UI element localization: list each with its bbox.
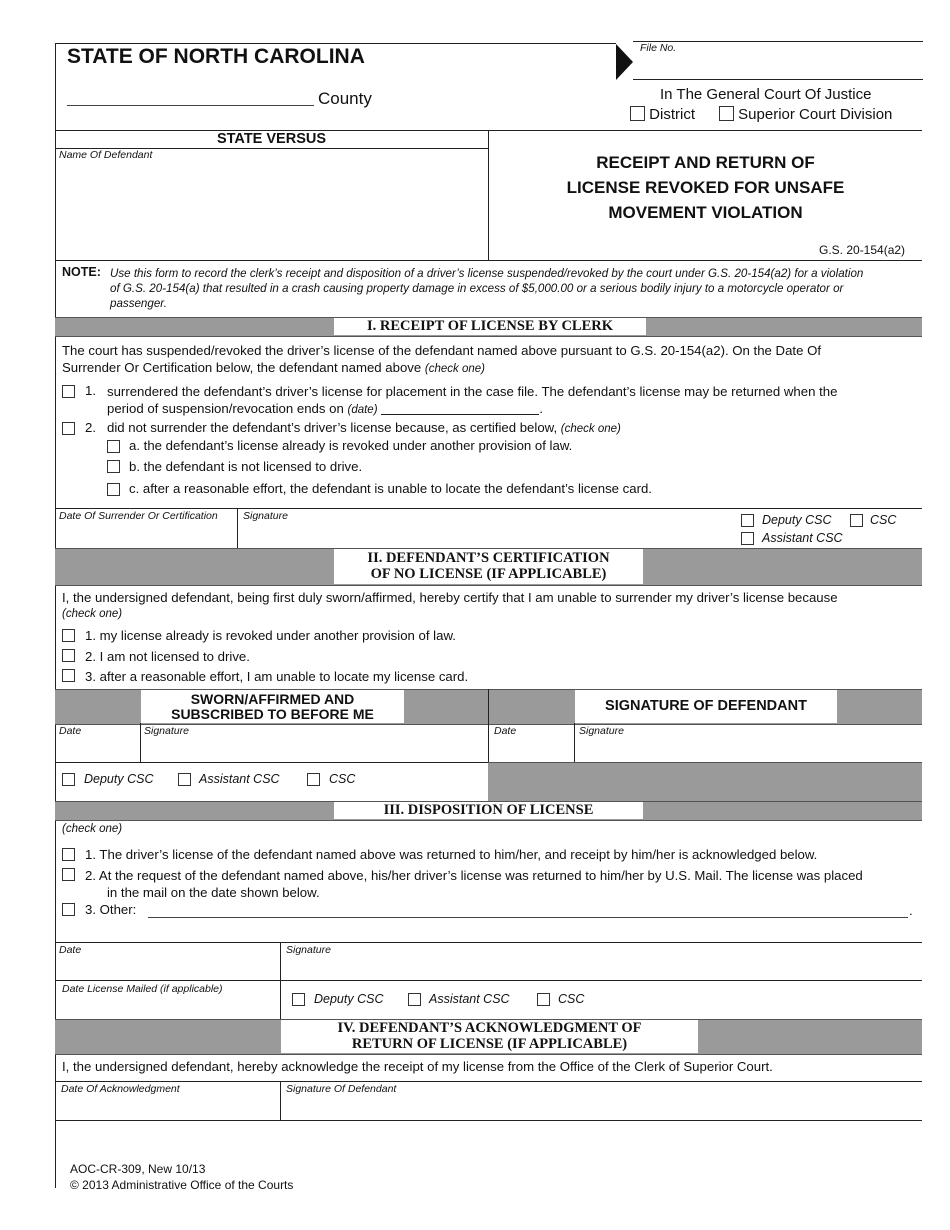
note-text xyxy=(110,266,925,311)
s3-deputy-csc-label: Deputy CSC xyxy=(314,992,384,1006)
s3-opt3-checkbox[interactable] xyxy=(62,903,75,916)
s1-sig-divider xyxy=(237,508,238,548)
section2-intro-line1: I, the undersigned defendant, being first duly sworn/affirmed, hereby certify that I am unable to surrender my driver’s license because xyxy=(62,590,838,605)
s1-opt2-text xyxy=(107,420,621,435)
left-border xyxy=(55,43,56,1188)
s2-opt2-checkbox[interactable] xyxy=(62,649,75,662)
s2-opt2-text: 2. I am not licensed to drive. xyxy=(85,649,250,664)
s1-date-label: Date Of Surrender Or Certification xyxy=(59,510,218,522)
s1-deputy-csc-label: Deputy CSC xyxy=(762,513,832,527)
form-number: AOC-CR-309, New 10/13 xyxy=(70,1162,206,1176)
s4-date-field[interactable] xyxy=(57,1097,278,1118)
section1-intro-line1: The court has suspended/revoked the driver’s license of the defendant named above pursuant to G.S. 20-154(a2). On the Date Of xyxy=(62,343,821,358)
section1-intro-line2: Surrender Or Certification below, the defendant named above xyxy=(62,360,422,375)
section2-title-line1: II. DEFENDANT’S CERTIFICATION xyxy=(367,550,610,566)
footer xyxy=(70,1161,293,1193)
s1-opt2b-checkbox[interactable] xyxy=(107,460,120,473)
s4-date-label: Date Of Acknowledgment xyxy=(61,1083,180,1095)
file-no-field[interactable] xyxy=(616,56,922,78)
s3-mid-line xyxy=(55,980,922,981)
s1-assistant-csc-label: Assistant CSC xyxy=(762,531,843,545)
s2-opt1-text: 1. my license already is revoked under another provision of law. xyxy=(85,628,456,643)
statute-ref: G.S. 20-154(a2) xyxy=(819,243,906,257)
section4-title-line2: RETURN OF LICENSE (IF APPLICABLE) xyxy=(351,1036,628,1052)
s3-opt2-line2: in the mail on the date shown below. xyxy=(107,885,320,900)
s1-sig-top-line xyxy=(55,508,922,509)
s1-opt1-text: surrendered the defendant’s driver’s license for placement in the case file. The defendant’s license may be returned when the period of suspension/revocation ends on (date) . xyxy=(107,383,922,419)
s1-deputy-csc-checkbox[interactable] xyxy=(741,514,754,527)
s1-opt1-checkbox[interactable] xyxy=(62,385,75,398)
s3-signature-label: Signature xyxy=(286,944,331,956)
top-border xyxy=(55,43,616,44)
s3-csc-checkbox[interactable] xyxy=(537,993,550,1006)
s3-opt3-text: 3. Other: xyxy=(85,902,137,917)
s2-right-divider xyxy=(574,723,575,763)
s3-deputy-csc-checkbox[interactable] xyxy=(292,993,305,1006)
form-title-line2: LICENSE REVOKED FOR UNSAFE xyxy=(566,178,845,197)
s3-other-period: . xyxy=(909,903,913,918)
form-title-line3: MOVEMENT VIOLATION xyxy=(608,203,803,222)
s2-csc-label: CSC xyxy=(329,772,356,786)
superior-option[interactable] xyxy=(719,106,892,123)
note-label: NOTE: xyxy=(62,265,101,279)
s1-assistant-csc-checkbox[interactable] xyxy=(741,532,754,545)
s1-opt2c-checkbox[interactable] xyxy=(107,483,120,496)
district-checkbox[interactable] xyxy=(630,106,645,121)
sworn-title-line2: SUBSCRIBED TO BEFORE ME xyxy=(171,706,374,722)
form-title xyxy=(489,150,922,225)
s1-csc-label: CSC xyxy=(870,513,897,527)
s3-assistant-csc-checkbox[interactable] xyxy=(408,993,421,1006)
s4-sig-bottom-line xyxy=(55,1120,922,1121)
s1-signature-label: Signature xyxy=(243,510,288,522)
s2-deputy-csc-label: Deputy CSC xyxy=(84,772,154,786)
s4-signature-label: Signature Of Defendant xyxy=(286,1083,397,1095)
s3-mailed-label: Date License Mailed (if applicable) xyxy=(62,983,223,995)
s1-opt2b-text: b. the defendant is not licensed to drive. xyxy=(129,459,363,474)
section2-title-line2: OF NO LICENSE (IF APPLICABLE) xyxy=(370,566,607,582)
s1-opt1-date-hint: (date) xyxy=(347,404,378,416)
section3-title: III. DISPOSITION OF LICENSE xyxy=(334,802,643,819)
state-title: STATE OF NORTH CAROLINA xyxy=(67,45,365,68)
s1-opt1-line1: surrendered the defendant’s driver’s license for placement in the case file. The defendant’s license may be returned when the xyxy=(107,384,838,399)
section1-check-one: (check one) xyxy=(424,363,485,375)
s2-opt1-checkbox[interactable] xyxy=(62,629,75,642)
file-no-bottom-line xyxy=(633,79,923,80)
s2-date-label2: Date xyxy=(494,725,517,737)
s1-opt2a-text: a. the defendant’s license already is revoked under another provision of law. xyxy=(129,438,573,453)
s3-assistant-csc-label: Assistant CSC xyxy=(429,992,510,1006)
section1-title: I. RECEIPT OF LICENSE BY CLERK xyxy=(334,318,646,335)
s3-opt2-text xyxy=(85,867,863,901)
sig-defendant-title: SIGNATURE OF DEFENDANT xyxy=(575,690,837,723)
s2-notary-signature-field[interactable] xyxy=(142,738,486,760)
s1-opt2-checkbox[interactable] xyxy=(62,422,75,435)
name-of-defendant-label: Name Of Defendant xyxy=(59,149,153,161)
s3-opt2-checkbox[interactable] xyxy=(62,868,75,881)
copyright: © 2013 Administrative Office of the Courts xyxy=(70,1178,294,1192)
s2-left-divider xyxy=(140,723,141,763)
s1-opt2-check-one: (check one) xyxy=(560,423,621,435)
s4-sig-top-line xyxy=(55,1081,922,1082)
s2-deputy-csc-checkbox[interactable] xyxy=(62,773,75,786)
note-line3: passenger. xyxy=(110,297,167,310)
s1-opt1-date-field[interactable] xyxy=(381,402,539,415)
defendant-name-field[interactable] xyxy=(57,162,485,256)
note-line2: of G.S. 20-154(a) that resulted in a crash causing property damage in excess of $5,000.00 or a serious bodily injury to a motorcycle operator or xyxy=(110,282,844,295)
s3-date-label: Date xyxy=(59,944,82,956)
section2-check-one: (check one) xyxy=(62,608,123,620)
s1-opt2a-checkbox[interactable] xyxy=(107,440,120,453)
s2-signature-label: Signature xyxy=(144,725,189,737)
s2-assistant-csc-label: Assistant CSC xyxy=(199,772,280,786)
court-line: In The General Court Of Justice xyxy=(660,86,872,103)
s3-sig-top-line xyxy=(55,942,922,943)
s3-opt2-line1: 2. At the request of the defendant named above, his/her driver’s license was returned to him/her by U.S. Mail. The license was placed xyxy=(85,868,863,883)
section2-title xyxy=(334,549,643,584)
sworn-title-line1: SWORN/AFFIRMED AND xyxy=(190,691,355,707)
s2-signature-label2: Signature xyxy=(579,725,624,737)
superior-checkbox[interactable] xyxy=(719,106,734,121)
s2-assistant-csc-checkbox[interactable] xyxy=(178,773,191,786)
s3-signature-field[interactable] xyxy=(282,958,920,978)
s2-csc-checkbox[interactable] xyxy=(307,773,320,786)
s4-divider xyxy=(280,1081,281,1120)
s3-csc-label: CSC xyxy=(558,992,585,1006)
s1-opt2c-text: c. after a reasonable effort, the defendant is unable to locate the defendant’s license card. xyxy=(129,481,652,496)
s2-opt3-checkbox[interactable] xyxy=(62,669,75,682)
district-label: District xyxy=(649,106,695,123)
s1-opt2-label: did not surrender the defendant’s driver’s license because, as certified below, xyxy=(107,420,558,435)
district-option[interactable] xyxy=(630,106,695,123)
s1-csc-checkbox[interactable] xyxy=(850,514,863,527)
s1-opt1-line2: period of suspension/revocation ends on xyxy=(107,401,344,416)
s2-def-signature-field[interactable] xyxy=(576,738,920,760)
county-label: County xyxy=(318,89,372,108)
s3-opt1-text: 1. The driver’s license of the defendant named above was returned to him/her, and receipt by him/her is acknowledged below. xyxy=(85,847,818,862)
s2-gray-fill xyxy=(488,762,922,802)
section4-title-line1: IV. DEFENDANT’S ACKNOWLEDGMENT OF xyxy=(337,1020,642,1036)
s3-date-field[interactable] xyxy=(57,958,278,978)
s2-notary-date-field[interactable] xyxy=(57,738,138,760)
s4-text: I, the undersigned defendant, hereby acknowledge the receipt of my license from the Office of the Clerk of Superior Court. xyxy=(62,1059,773,1074)
s2-sig-bottom-line xyxy=(55,762,488,763)
caption-bottom-line xyxy=(55,260,922,261)
county-input-line[interactable] xyxy=(67,105,314,106)
s3-mailed-date-field[interactable] xyxy=(57,997,278,1017)
s1-opt1-num: 1. xyxy=(85,383,96,398)
state-versus: STATE VERSUS xyxy=(216,131,327,147)
file-no-label: File No. xyxy=(640,42,677,54)
note-line1: Use this form to record the clerk’s receipt and disposition of a driver’s license suspended/revoked by the court under G.S. 20-154(a2) for a violation xyxy=(110,267,864,280)
s1-opt2-num: 2. xyxy=(85,420,96,435)
form-title-line1: RECEIPT AND RETURN OF xyxy=(596,153,815,172)
s2-date-label: Date xyxy=(59,725,82,737)
s2-opt3-text: 3. after a reasonable effort, I am unable to locate my license card. xyxy=(85,669,469,684)
section1-intro xyxy=(62,342,922,378)
s1-date-field[interactable] xyxy=(57,524,235,546)
s2-def-date-field[interactable] xyxy=(490,738,572,760)
sworn-title xyxy=(141,690,404,723)
s4-signature-field[interactable] xyxy=(282,1097,920,1118)
s3-other-field[interactable] xyxy=(148,917,908,918)
s3-opt1-checkbox[interactable] xyxy=(62,848,75,861)
section4-title xyxy=(281,1020,698,1053)
file-no-top-line xyxy=(633,41,923,42)
section2-intro xyxy=(62,590,922,622)
s3-check-one: (check one) xyxy=(62,823,123,835)
s1-signature-field[interactable] xyxy=(239,524,734,546)
superior-label: Superior Court Division xyxy=(738,106,893,123)
